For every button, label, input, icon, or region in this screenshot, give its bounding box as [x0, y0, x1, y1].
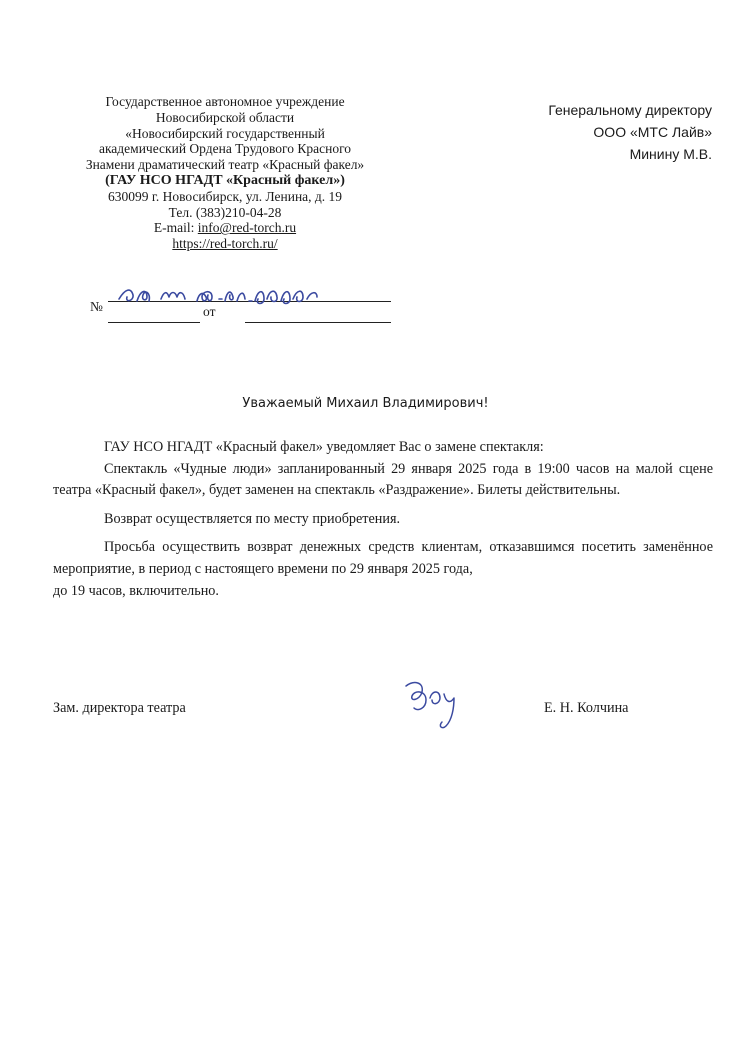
- sender-line-2: Новосибирской области: [155, 109, 295, 125]
- body-paragraph-3: Возврат осуществляется по месту приобретения.: [104, 510, 401, 527]
- handwritten-registration-number: [115, 281, 335, 307]
- sender-website-row: [60, 236, 390, 252]
- sender-block: [60, 94, 390, 252]
- signatory-role: Зам. директора театра: [53, 700, 186, 716]
- sender-line-4: академический Ордена Трудового Красного: [98, 141, 352, 157]
- addressee-line-3: Минину М.В.: [629, 146, 712, 162]
- body-paragraph-4: Просьба осуществить возврат денежных средств клиентам, отказавшимся посетить заменённое мероприятие, в период с настоящего времени по 29 января 2025 года,: [53, 539, 713, 577]
- addressee-line-2: ООО «МТС Лайв»: [593, 124, 712, 140]
- sender-email-link[interactable]: info@red-torch.ru: [197, 220, 297, 236]
- addressee-block: [500, 99, 712, 165]
- handwritten-signature: [400, 676, 485, 736]
- sender-short-name: (ГАУ НСО НГАДТ «Красный факел»): [105, 172, 345, 188]
- number-sign: №: [90, 299, 103, 314]
- from-label: от: [203, 304, 216, 319]
- sender-website-link[interactable]: https://red-torch.ru/: [172, 236, 278, 252]
- date-blank-line: [245, 322, 391, 323]
- sender-email-row: [60, 220, 390, 236]
- greeting: Уважаемый Михаил Владимирович!: [242, 396, 489, 411]
- letter-body: [53, 437, 713, 602]
- body-paragraph-2: Спектакль «Чудные люди» запланированный 29 января 2025 года в 19:00 часов на малой сцене театра «Красный факел», будет заменен на спектакль «Раздражение». Билеты действительны.: [53, 460, 713, 499]
- addressee-line-1: Генеральному директору: [548, 102, 712, 118]
- sender-phone: Тел. (383)210-04-28: [168, 204, 282, 220]
- sender-email-label: E-mail:: [153, 220, 198, 236]
- body-paragraph-5: до 19 часов, включительно.: [53, 582, 219, 599]
- sender-address: 630099 г. Новосибирск, ул. Ленина, д. 19: [107, 188, 343, 204]
- sender-line-5: Знамени драматический театр «Красный факел»: [85, 157, 365, 173]
- number-blank-line: [108, 322, 200, 323]
- sender-line-3: «Новосибирский государственный: [125, 125, 325, 141]
- signatory-name: Е. Н. Колчина: [544, 700, 629, 716]
- sender-line-1: Государственное автономное учреждение: [105, 94, 345, 109]
- body-paragraph-1: ГАУ НСО НГАДТ «Красный факел» уведомляет Вас о замене спектакля:: [104, 439, 544, 455]
